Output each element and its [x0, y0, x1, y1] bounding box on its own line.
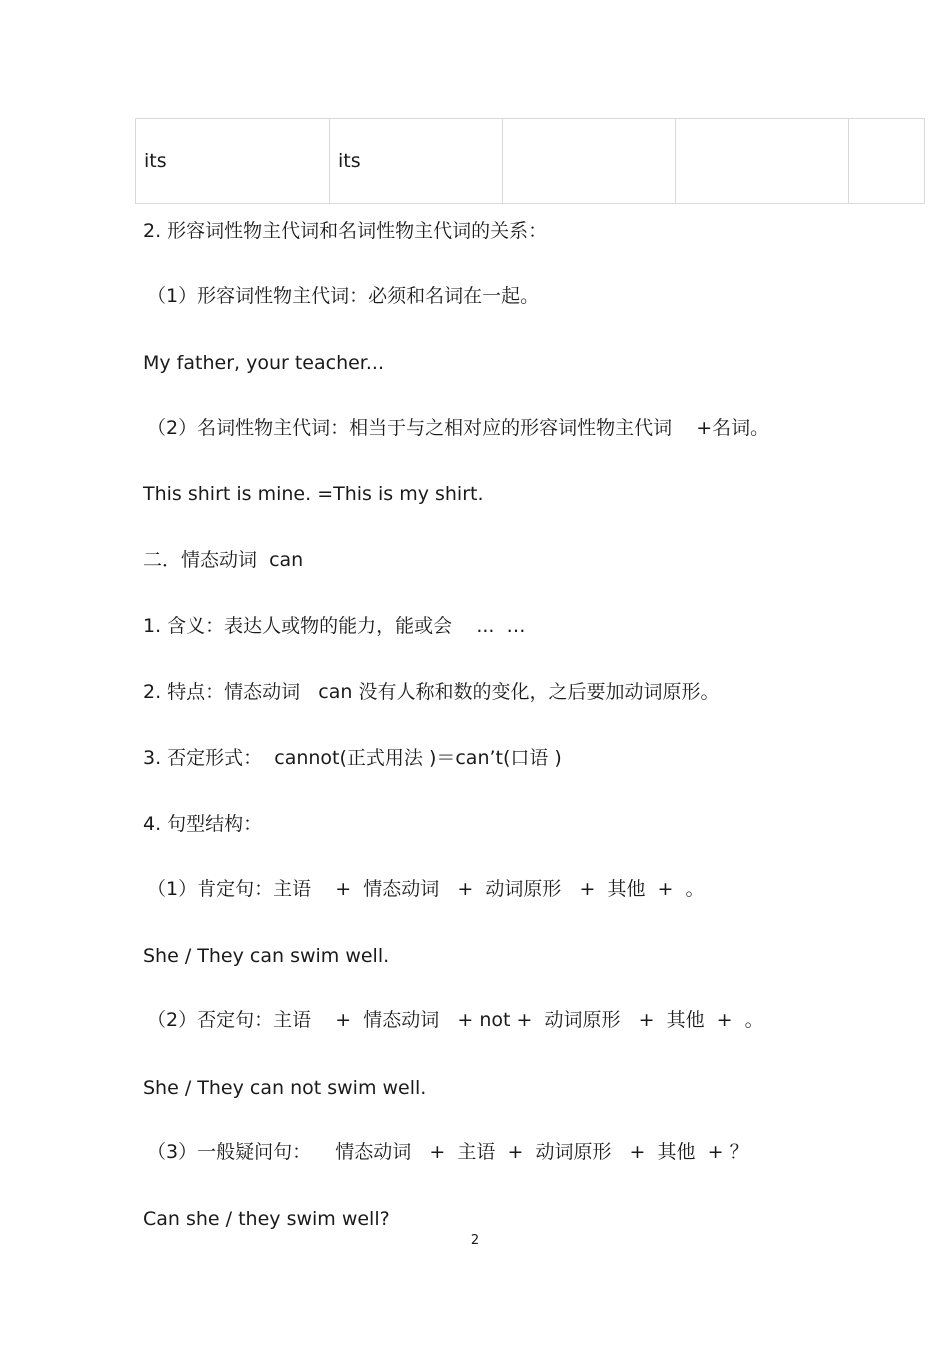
table-cell: its	[330, 119, 503, 204]
table-row	[136, 119, 925, 204]
table-cell	[849, 119, 925, 204]
paragraph-line: 3. 否定形式： cannot(正式用法 )＝can’t(口语 )	[143, 747, 562, 769]
example-sentence: She / They can swim well.	[143, 945, 390, 967]
pronoun-table	[135, 118, 925, 204]
paragraph-line: （1）形容词性物主代词：必须和名词在一起。	[147, 285, 540, 307]
section-heading: 二．情态动词 can	[143, 549, 304, 571]
paragraph-line: 2. 特点：情态动词 can 没有人称和数的变化，之后要加动词原形。	[143, 681, 720, 703]
paragraph-line: 4. 句型结构：	[143, 813, 263, 835]
table-cell: its	[136, 119, 330, 204]
example-sentence: She / They can not swim well.	[143, 1077, 427, 1099]
example-sentence: Can she / they swim well?	[143, 1208, 390, 1230]
section-heading: 2. 形容词性物主代词和名词性物主代词的关系：	[143, 220, 548, 242]
table-cell	[503, 119, 676, 204]
table-cell	[676, 119, 849, 204]
page-number: 2	[470, 1233, 480, 1248]
paragraph-line: （2）否定句：主语 + 情态动词 + not + 动词原形 + 其他 + 。	[147, 1009, 764, 1031]
paragraph-line: （3）一般疑问句： 情态动词 + 主语 + 动词原形 + 其他 + ？	[147, 1141, 749, 1163]
example-sentence: This shirt is mine. =This is my shirt.	[143, 483, 484, 505]
paragraph-line: （2）名词性物主代词：相当于与之相对应的形容词性物主代词 +名词。	[147, 417, 770, 439]
paragraph-line: （1）肯定句：主语 + 情态动词 + 动词原形 + 其他 + 。	[147, 878, 705, 900]
example-sentence: My father, your teacher...	[143, 352, 384, 374]
paragraph-line: 1. 含义：表达人或物的能力，能或会 ... …	[143, 615, 526, 637]
